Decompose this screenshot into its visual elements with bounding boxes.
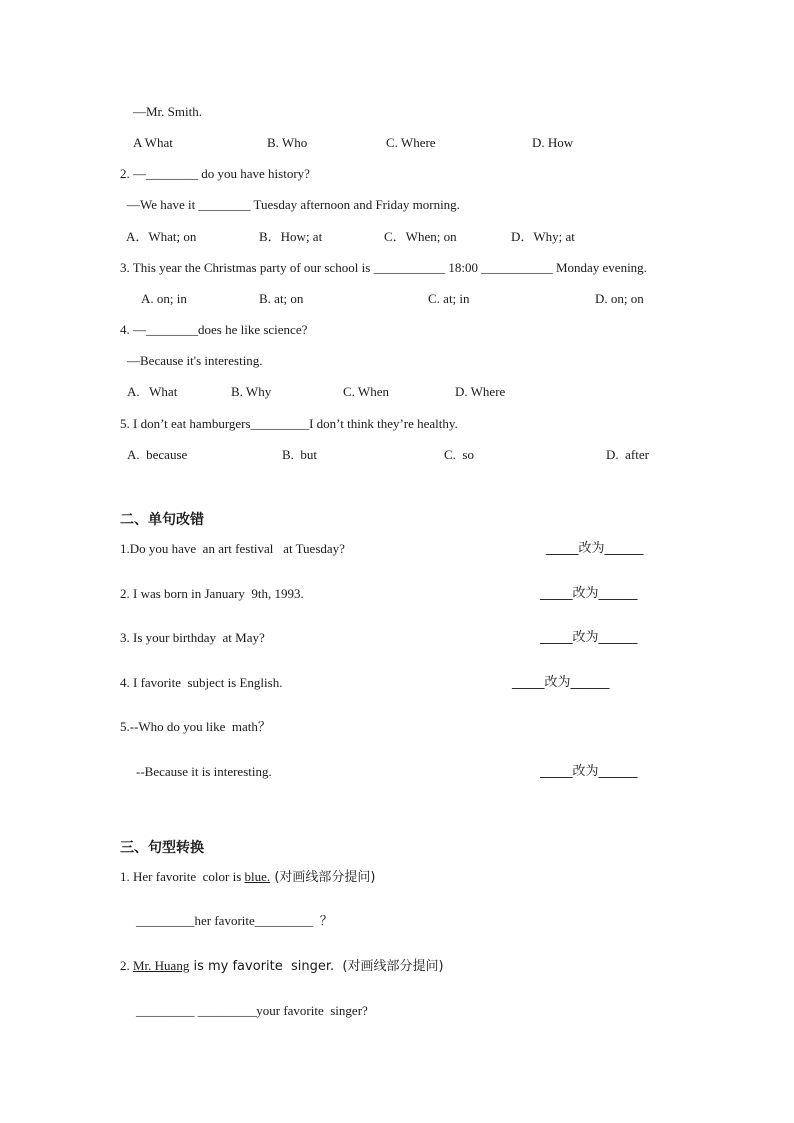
q4-answer-line: —Because it's interesting. (127, 353, 263, 368)
transform-q2-suffix: is my favorite singer. (对画线部分提问) (189, 959, 444, 974)
section3-heading: 三、句型转换 (120, 840, 204, 856)
correction-fix-2: _____改为______ (540, 586, 638, 601)
transform-q1 (120, 869, 375, 886)
q2-option-d: D．Why; at (511, 229, 575, 244)
correction-item-4: 4. I favorite subject is English. (120, 675, 283, 690)
q3-option-d: D. on; on (595, 291, 644, 306)
q1-option-b: B. Who (267, 135, 308, 150)
transform-q2-answer: _________ _________your favorite singer? (136, 1003, 368, 1018)
q4-option-c: C. When (343, 384, 389, 399)
correction-fix-3: _____改为______ (540, 630, 638, 645)
q2-answer-line: —We have it ________ Tuesday afternoon and Friday morning. (127, 197, 460, 212)
q4-text: 4. —________does he like science? (120, 322, 308, 337)
q5-text: 5. I don’t eat hamburgers_________I don’t think they’re healthy. (120, 416, 458, 431)
q2-option-c: C．When; on (384, 229, 457, 244)
q4-option-d: D. Where (455, 384, 506, 399)
q5-option-c: C. so (444, 447, 474, 462)
q1-option-d: D. How (532, 135, 574, 150)
q5-option-b: B. but (282, 447, 318, 462)
correction-item-5-reply: --Because it is interesting. (136, 764, 272, 779)
q2-text: 2. —________ do you have history? (120, 166, 310, 181)
transform-q2-prefix: 2. (120, 958, 133, 973)
q2-option-a: A．What; on (126, 229, 197, 244)
q2-option-b: B．How; at (259, 229, 323, 244)
transform-q1-prefix: 1. Her favorite color is (120, 869, 245, 884)
q1-option-a: A What (133, 135, 173, 150)
q4-option-b: B. Why (231, 384, 272, 399)
transform-q1-suffix: (对画线部分提问) (270, 870, 376, 885)
q3-option-c: C. at; in (428, 291, 470, 306)
correction-item-1: 1.Do you have an art festival at Tuesday? (120, 541, 345, 556)
q4-option-a: A. What (127, 384, 178, 399)
correction-fix-1: _____改为______ (546, 541, 644, 556)
transform-q2 (120, 958, 444, 975)
transform-q1-answer: _________her favorite_________ ？ (136, 913, 333, 928)
correction-item-3: 3. Is your birthday at May? (120, 630, 265, 645)
correction-fix-4: _____改为______ (512, 675, 610, 690)
q3-option-b: B. at; on (259, 291, 304, 306)
q3-option-a: A. on; in (141, 291, 187, 306)
transform-q2-underlined: Mr. Huang (133, 958, 190, 973)
correction-item-5: 5.--Who do you like math？ (120, 719, 271, 734)
section2-heading: 二、单句改错 (120, 512, 204, 528)
transform-q1-underlined: blue. (244, 869, 271, 884)
q1-answer-line: —Mr. Smith. (133, 104, 202, 119)
correction-item-2: 2. I was born in January 9th, 1993. (120, 586, 304, 601)
q3-text: 3. This year the Christmas party of our school is ___________ 18:00 ___________ Monday evening. (120, 260, 647, 275)
correction-fix-5: _____改为______ (540, 764, 638, 779)
q5-option-a: A. because (127, 447, 188, 462)
q1-option-c: C. Where (386, 135, 436, 150)
q5-option-d: D. after (606, 447, 649, 462)
